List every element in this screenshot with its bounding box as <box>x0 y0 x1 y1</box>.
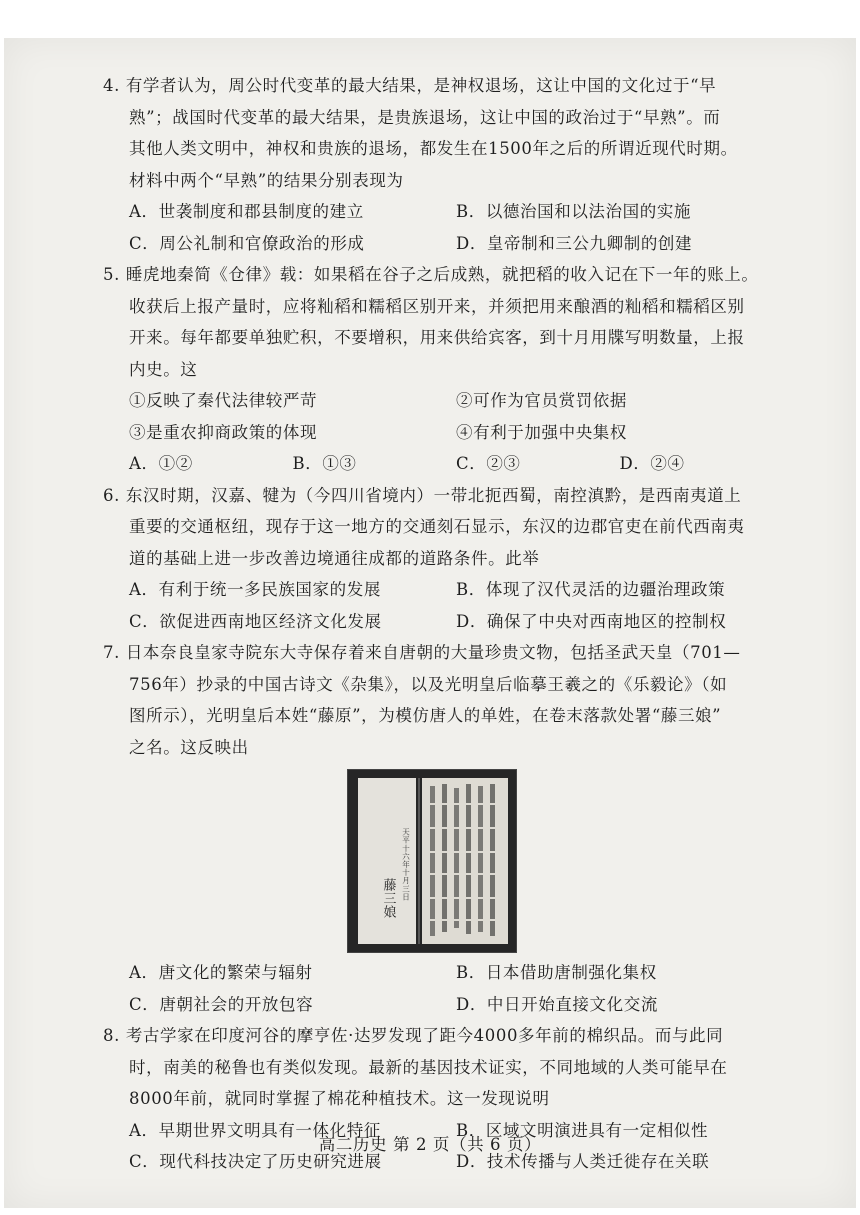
question-8-stem-line-3: 8000年前，就同时掌握了棉花种植技术。这一发现说明 <box>129 1089 550 1108</box>
question-number: 6. <box>103 485 120 505</box>
sub-item-2: ②可作为官员赏罚依据 <box>456 391 627 410</box>
option-c: C．唐朝社会的开放包容 <box>129 994 314 1014</box>
question-7-stem-line-3: 图所示），光明皇后本姓“藤原”，为模仿唐人的单姓，在卷末落款处署“藤三娘” <box>129 706 722 725</box>
page-footer <box>0 1131 860 1155</box>
sub-item-3: ③是重农抑商政策的体现 <box>129 422 318 442</box>
option-b: B．体现了汉代灵活的边疆治理政策 <box>456 580 726 599</box>
question-6 <box>103 480 783 638</box>
option-c: C．②③ <box>456 454 521 473</box>
option-c: C．欲促进西南地区经济文化发展 <box>129 611 382 631</box>
question-5-stem-line-3: 开来。每年都要单独贮积，不要增积，用来供给宾客，到十月用牒写明数量，上报 <box>129 328 745 347</box>
option-c: C．周公礼制和官僚政治的形成 <box>129 233 365 253</box>
question-number: 4. <box>103 76 120 95</box>
sub-item-1: ①反映了秦代法律较严苛 <box>129 391 318 410</box>
footer-text: 高二历史 第 2 页（共 6 页） <box>318 1135 542 1154</box>
option-a: A．唐文化的繁荣与辐射 <box>129 963 313 982</box>
option-a: A．①② <box>129 454 193 473</box>
calligraphy-scroll-drawing <box>348 770 516 952</box>
question-5-stem-line-2: 收获后上报产量时，应将籼稻和糯稻区别开来，并须把用来酿酒的籼稻和糯稻区别 <box>129 296 745 316</box>
question-number: 5. <box>103 265 120 284</box>
date-text: 天平十六年十月三日 <box>401 828 411 901</box>
option-a: A．有利于统一多民族国家的发展 <box>129 580 381 599</box>
option-d: D．技术传播与人类迁徙存在关联 <box>456 1152 710 1171</box>
stem-text: 东汉时期，汉嘉、犍为（今四川省境内）一带北扼西蜀，南控滇黔，是西南夷道上 <box>125 485 742 505</box>
question-5-stem-line-1 <box>103 259 783 291</box>
option-c: C．现代科技决定了历史研究进展 <box>129 1152 382 1171</box>
stem-text: 睡虎地秦简《仓律》载：如果稻在谷子之后成熟，就把稻的收入记在下一年的账上。 <box>125 265 759 284</box>
calligraphy-scroll-image <box>347 769 517 953</box>
question-4 <box>103 70 783 259</box>
sub-item-4: ④有利于加强中央集权 <box>456 422 627 442</box>
signature-text: 藤三娘 <box>380 878 396 919</box>
option-a: A．世袭制度和郡县制度的建立 <box>129 202 364 221</box>
option-d: D．②④ <box>619 454 685 473</box>
option-b: B．区域文明演进具有一定相似性 <box>456 1120 709 1140</box>
question-5-stem-line-4: 内史。这 <box>129 359 198 379</box>
question-7 <box>103 637 783 1020</box>
question-4-stem-line-3: 其他人类文明中，神权和贵族的退场，都发生在1500年之后的所谓近现代时期。 <box>129 139 738 158</box>
question-number: 7. <box>103 643 120 662</box>
option-d: D．中日开始直接文化交流 <box>456 994 658 1014</box>
question-6-stem-line-2: 重要的交通枢纽，现存于这一地方的交通刻石显示，东汉的边郡官吏在前代西南夷 <box>129 517 745 536</box>
question-5 <box>103 259 783 480</box>
stem-text: 日本奈良皇家寺院东大寺保存着来自唐朝的大量珍贵文物，包括圣武天皇（701— <box>125 643 741 662</box>
page-content <box>103 70 783 1178</box>
question-6-stem-line-3: 道的基础上进一步改善边境通往成都的道路条件。此举 <box>129 548 540 568</box>
question-number: 8. <box>103 1026 120 1045</box>
option-a: A．早期世界文明具有一体化特征 <box>129 1120 381 1140</box>
option-b: B．以德治国和以法治国的实施 <box>456 202 692 221</box>
option-b: B．①③ <box>292 454 357 473</box>
question-8-stem-line-2: 时，南美的秘鲁也有类似发现。最新的基因技术证实，不同地域的人类可能早在 <box>129 1057 728 1077</box>
question-6-stem-line-1 <box>103 480 783 512</box>
stem-text: 有学者认为，周公时代变革的最大结果，是神权退场，这让中国的文化过于“早 <box>125 76 717 95</box>
option-b: B．日本借助唐制强化集权 <box>456 963 657 982</box>
question-4-stem-line-4: 材料中两个“早熟”的结果分别表现为 <box>129 170 404 190</box>
option-d: D．确保了中央对西南地区的控制权 <box>456 611 727 631</box>
question-4-stem-line-1 <box>103 70 783 102</box>
question-4-stem-line-2: 熟”；战国时代变革的最大结果，是贵族退场，这让中国的政治过于“早熟”。而 <box>129 107 721 127</box>
stem-text: 考古学家在印度河谷的摩亨佐·达罗发现了距今4000多年前的棉织品。而与此同 <box>125 1026 724 1045</box>
option-d: D．皇帝制和三公九卿制的创建 <box>456 233 693 253</box>
question-7-stem-line-1 <box>103 637 783 669</box>
question-7-stem-line-2: 756年）抄录的中国古诗文《杂集》，以及光明皇后临摹王羲之的《乐毅论》（如 <box>129 674 728 694</box>
question-8-stem-line-1 <box>103 1020 783 1052</box>
question-7-stem-line-4: 之名。这反映出 <box>129 737 249 757</box>
